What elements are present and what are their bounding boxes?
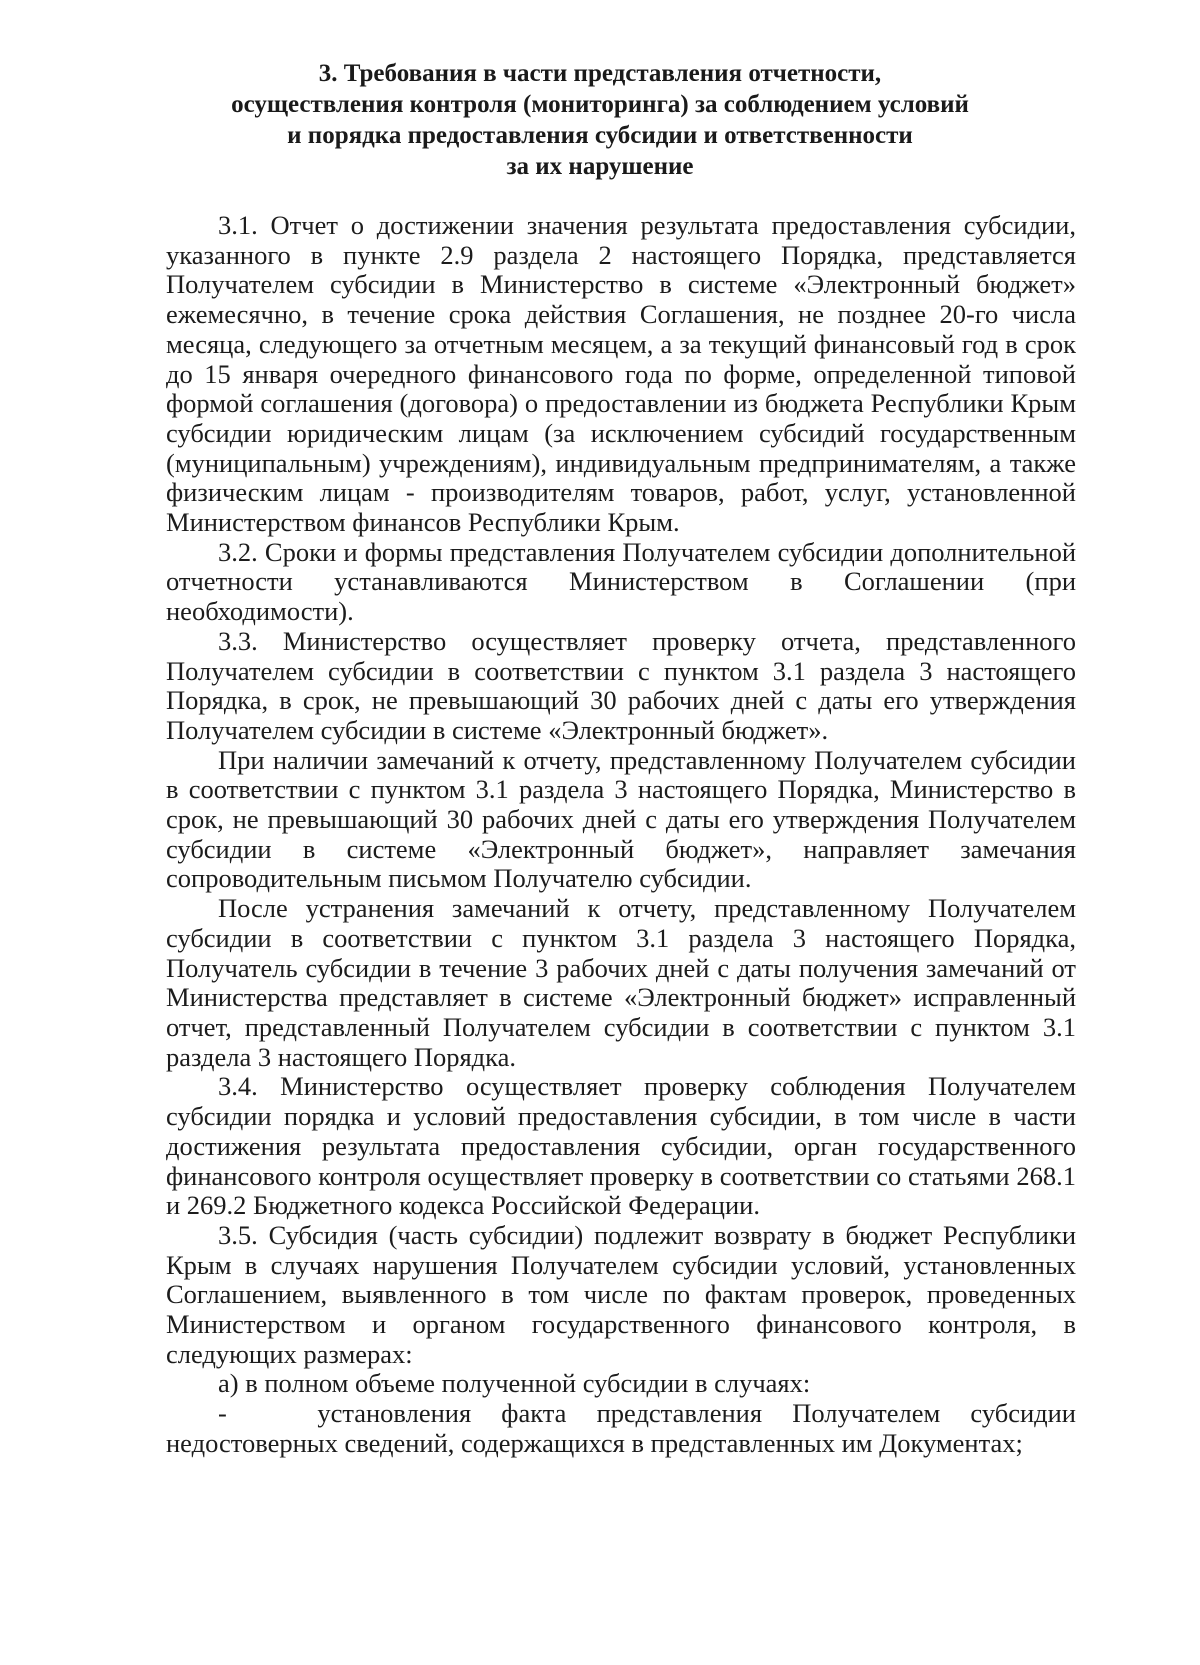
heading-line-3: и порядка предоставления субсидии и ответственности: [287, 122, 913, 149]
paragraph-3-2: 3.2. Сроки и формы представления Получателем субсидии дополнительной отчетности устанавливаются Министерством в Соглашении (при необходимости).: [166, 536, 1076, 627]
section-heading: [160, 58, 1040, 182]
heading-line-1: 3. Требования в части представления отчетности,: [318, 60, 882, 87]
heading-line-4: за их нарушение: [506, 153, 694, 180]
heading-line-2: осуществления контроля (мониторинга) за соблюдением условий: [231, 91, 969, 118]
document-body: [166, 211, 1076, 1459]
paragraph-3-5: 3.5. Субсидия (часть субсидии) подлежит возврату в бюджет Республики Крым в случаях нарушения Получателем субсидии условий, установленных Соглашением, выявленного в том числе по фактам проверок, проведенных Министерством и органом государственного финансового контроля, в следующих размерах:: [166, 1219, 1076, 1369]
paragraph-3-1: 3.1. Отчет о достижении значения результата предоставления субсидии, указанного в пункте 2.9 раздела 2 настоящего Порядка, представляется Получателем субсидии в Министерство в системе «Электронный бюджет» ежемесячно, в течение срока действия Соглашения, не позднее 20-го числа месяца, следующего за отчетным месяцем, а за текущий финансовый год в срок до 15 января очередного финансового года по форме, определенной типовой формой соглашения (договора) о предоставлении из бюджета Республики Крым субсидии юридическим лицам (за исключением субсидий государственным (муниципальным) учреждениям), индивидуальным предпринимателям, а также физическим лицам - производителям товаров, работ, услуг, установленной Министерством финансов Республики Крым.: [166, 210, 1076, 538]
paragraph-remarks: При наличии замечаний к отчету, представленному Получателем субсидии в соответствии с пунктом 3.1 раздела 3 настоящего Порядка, Министерство в срок, не превышающий 30 рабочих дней с даты его утверждения Получателем субсидии в системе «Электронный бюджет», направляет замечания сопроводительным письмом Получателю субсидии.: [166, 744, 1076, 894]
paragraph-dash-item: - установления факта представления Получателем субсидии недостоверных сведений, содержащихся в представленных им Документах;: [166, 1398, 1076, 1458]
paragraph-item-a: а) в полном объеме полученной субсидии в случаях:: [218, 1368, 811, 1399]
paragraph-3-4: 3.4. Министерство осуществляет проверку соблюдения Получателем субсидии порядка и условий предоставления субсидии, в том числе в части достижения результата предоставления субсидии, орган государственного финансового контроля осуществляет проверку в соответствии со статьями 268.1 и 269.2 Бюджетного кодекса Российской Федерации.: [166, 1071, 1076, 1221]
paragraph-3-3: 3.3. Министерство осуществляет проверку отчета, представленного Получателем субсидии в соответствии с пунктом 3.1 раздела 3 настоящего Порядка, в срок, не превышающий 30 рабочих дней с даты его утверждения Получателем субсидии в системе «Электронный бюджет».: [166, 625, 1076, 745]
paragraph-after-remarks: После устранения замечаний к отчету, представленному Получателем субсидии в соответствии с пунктом 3.1 раздела 3 настоящего Порядка, Получатель субсидии в течение 3 рабочих дней с даты получения замечаний от Министерства представляет в системе «Электронный бюджет» исправленный отчет, представленный Получателем субсидии в соответствии с пунктом 3.1 раздела 3 настоящего Порядка.: [166, 893, 1076, 1072]
